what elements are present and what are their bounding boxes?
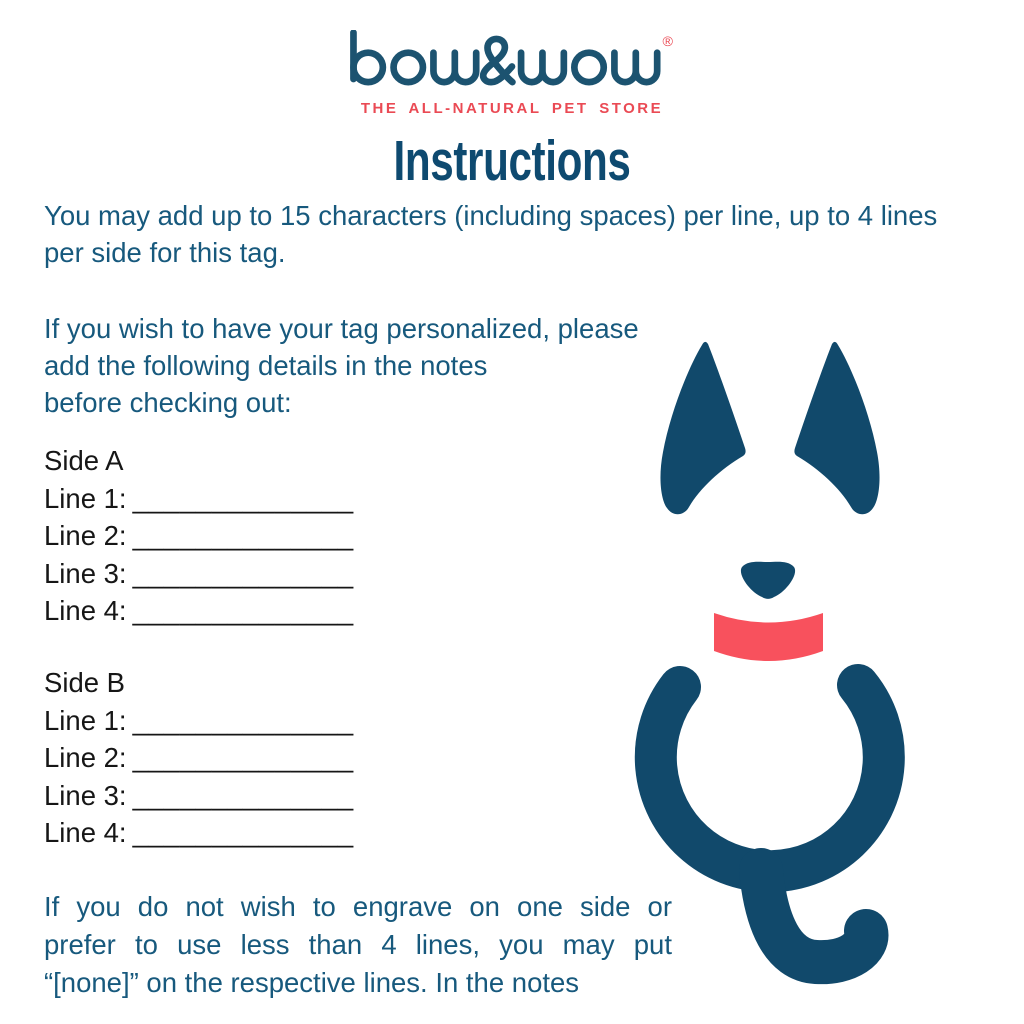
dog-collar-icon xyxy=(714,613,823,661)
footer-note-line: “[none]” on the respective lines. In the notes xyxy=(44,967,580,998)
line-label: Line 3: xyxy=(44,557,127,589)
blank-line: ______________ xyxy=(132,520,354,551)
blank-line: ______________ xyxy=(132,817,354,848)
side-b-section xyxy=(44,664,354,852)
bow-and-wow-logo xyxy=(346,30,678,87)
dog-body-and-tail xyxy=(656,685,884,962)
side-b-title: Side B xyxy=(44,667,126,698)
logo-letter-o xyxy=(394,53,423,82)
footer-note-line: If you do not wish to engrave on one side or xyxy=(44,891,672,922)
dog-illustration xyxy=(620,330,920,1020)
blank-line: ______________ xyxy=(132,779,354,811)
side-a-section xyxy=(44,442,354,630)
intro-line: per side for this tag. xyxy=(44,237,286,268)
logo-letter-w xyxy=(614,53,657,82)
blank-line: ______________ xyxy=(132,557,354,589)
intro-line: You may add up to 15 characters (including spaces) per line, up to 4 lines xyxy=(44,200,938,231)
fill-in-row xyxy=(44,814,354,852)
blank-line: ______________ xyxy=(132,595,354,626)
blank-line: ______________ xyxy=(132,704,354,736)
line-label: Line 4: xyxy=(44,817,127,848)
personalize-line: before checking out: xyxy=(44,387,292,418)
personalize-line: add the following details in the notes xyxy=(44,350,488,381)
registered-mark: ® xyxy=(662,34,674,51)
blank-line: ______________ xyxy=(132,482,354,514)
logo-letter-b-bowl xyxy=(353,53,382,82)
fill-in-row xyxy=(44,777,354,815)
line-label: Line 1: xyxy=(44,704,127,736)
footer-note-paragraph xyxy=(44,888,672,1002)
footer-note-line: prefer to use less than 4 lines, you may put xyxy=(44,929,672,960)
dog-body-outline xyxy=(656,685,884,871)
page-title: Instructions xyxy=(393,129,631,193)
dog-nose-icon xyxy=(741,562,795,599)
line-label: Line 2: xyxy=(44,520,127,551)
fill-in-row xyxy=(44,555,354,593)
logo-letter-w xyxy=(433,53,476,82)
line-label: Line 2: xyxy=(44,742,127,773)
fill-in-row xyxy=(44,702,354,740)
fill-in-row xyxy=(44,739,354,777)
logo-letter-w xyxy=(521,53,564,82)
logo-letter-o xyxy=(574,53,603,82)
side-a-title: Side A xyxy=(44,445,124,476)
line-label: Line 1: xyxy=(44,482,127,514)
personalize-line: If you wish to have your tag personalized, please xyxy=(44,313,639,344)
fill-in-row xyxy=(44,480,354,518)
personalize-paragraph xyxy=(44,310,639,421)
intro-paragraph xyxy=(44,197,937,271)
line-label: Line 3: xyxy=(44,779,127,811)
brand-tagline: THE ALL-NATURAL PET STORE xyxy=(360,100,664,117)
fill-in-row xyxy=(44,517,354,555)
blank-line: ______________ xyxy=(132,742,354,773)
logo-letters xyxy=(353,33,657,82)
line-label: Line 4: xyxy=(44,595,127,626)
fill-in-row xyxy=(44,592,354,630)
dog-ears-and-nose xyxy=(660,342,879,599)
dog-right-ear-icon xyxy=(794,342,879,514)
logo-ampersand xyxy=(483,39,512,82)
dog-left-ear-icon xyxy=(660,342,745,514)
